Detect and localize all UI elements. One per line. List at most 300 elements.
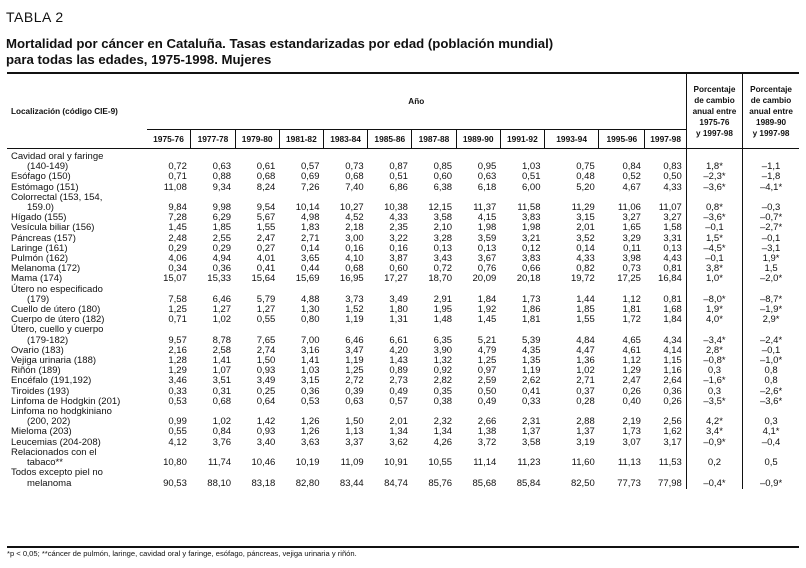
pct-change-1989-cell: –0,9* bbox=[743, 468, 799, 488]
rate-cell: 6,61 bbox=[389, 334, 408, 346]
rate-cell: 1,44 bbox=[576, 293, 595, 305]
rate-cell: 1,55 bbox=[576, 314, 595, 326]
rate-cell: 0,14 bbox=[300, 242, 320, 254]
rate-cell: 1,12 bbox=[622, 293, 641, 305]
rate-cell: 1,85 bbox=[212, 222, 232, 234]
rate-cell: 2,35 bbox=[389, 222, 408, 234]
rate-cell: 9,84 bbox=[168, 202, 187, 214]
rate-cell: 3,40 bbox=[256, 436, 276, 448]
row-label: Todos excepto piel no melanoma bbox=[11, 467, 103, 489]
rate-cell: 3,43 bbox=[433, 253, 453, 265]
rate-cell: 3,76 bbox=[212, 436, 232, 448]
pct-change-1975-cell: 4,0* bbox=[686, 315, 742, 325]
rate-cell: 11,07 bbox=[658, 202, 682, 214]
rate-cell: 2,64 bbox=[663, 375, 682, 387]
year-header: 1985-86 bbox=[368, 129, 412, 148]
pct-change-1975-cell: –0,9* bbox=[686, 438, 742, 448]
pct-change-1975-cell: –1,6* bbox=[686, 376, 742, 386]
rate-cell: 0,33 bbox=[522, 395, 541, 407]
rate-cell: 2,01 bbox=[576, 222, 595, 234]
rate-cell: 2,82 bbox=[433, 375, 453, 387]
rate-cell: 0,50 bbox=[477, 385, 497, 397]
rate-cell: 0,71 bbox=[168, 314, 187, 326]
pct-change-1975-header bbox=[686, 74, 742, 149]
rate-cell: 84,74 bbox=[384, 477, 408, 489]
year-header: 1995-96 bbox=[599, 129, 645, 148]
rate-cell: 1,02 bbox=[212, 314, 232, 326]
rate-cell: 10,14 bbox=[295, 202, 320, 214]
pct-change-1989-cell: –0,1 bbox=[743, 234, 799, 244]
rate-cell: 2,18 bbox=[345, 222, 364, 234]
rate-cell: 0,14 bbox=[576, 242, 595, 254]
pct-change-1989-cell: –2,7* bbox=[743, 223, 799, 233]
pct-change-1975-cell: –0,4* bbox=[686, 468, 742, 488]
rate-cell: 15,07 bbox=[163, 273, 187, 285]
rate-cell: 0,13 bbox=[477, 242, 497, 254]
rate-cell: 4,33 bbox=[389, 212, 408, 224]
rate-cell: 0,57 bbox=[300, 161, 320, 173]
rate-cell: 4,15 bbox=[477, 212, 497, 224]
pct-header-line: 1989-90 bbox=[756, 117, 787, 127]
rate-cell: 0,84 bbox=[212, 426, 232, 438]
rate-cell: 16,84 bbox=[658, 273, 682, 285]
rate-cell: 3,87 bbox=[389, 253, 408, 265]
table-row bbox=[7, 407, 799, 427]
rate-cell: 0,80 bbox=[300, 314, 320, 326]
rate-cell: 0,39 bbox=[345, 385, 364, 397]
rate-cell: 11,13 bbox=[617, 457, 641, 469]
row-label: Cavidad oral y faringe (140-149) bbox=[11, 151, 104, 173]
row-label: Mama (174) bbox=[11, 273, 63, 285]
rate-cell: 6,86 bbox=[389, 181, 408, 193]
rate-cell: 10,46 bbox=[251, 457, 276, 469]
rate-cell: 3,58 bbox=[433, 212, 453, 224]
rate-cell: 1,50 bbox=[345, 416, 364, 428]
rate-cell: 6,00 bbox=[522, 181, 541, 193]
rate-cell: 11,29 bbox=[571, 202, 595, 214]
rate-cell: 4,20 bbox=[389, 344, 408, 356]
rate-cell: 3,28 bbox=[433, 232, 453, 244]
rate-cell: 0,41 bbox=[256, 263, 276, 275]
rate-cell: 3,51 bbox=[212, 375, 232, 387]
rate-cell: 3,83 bbox=[522, 212, 541, 224]
rate-cell: 2,32 bbox=[433, 416, 453, 428]
rate-cell: 9,98 bbox=[212, 202, 232, 214]
row-label: Ovario (183) bbox=[11, 344, 64, 356]
row-label: Leucemias (204-208) bbox=[11, 436, 101, 448]
rate-cell: 0,92 bbox=[433, 365, 453, 377]
rate-cell: 4,14 bbox=[663, 344, 682, 356]
row-label: Estómago (151) bbox=[11, 181, 79, 193]
row-label: Mieloma (203) bbox=[11, 426, 72, 438]
rate-cell: 0,66 bbox=[522, 263, 541, 275]
rate-cell: 8,78 bbox=[212, 334, 232, 346]
pct-change-1989-cell: –1,1 bbox=[743, 149, 799, 173]
rate-cell: 4,12 bbox=[168, 436, 187, 448]
rate-cell: 0,49 bbox=[389, 385, 408, 397]
rate-cell: 0,31 bbox=[212, 385, 232, 397]
table-label: TABLA 2 bbox=[6, 9, 64, 25]
rate-cell: 4,34 bbox=[663, 334, 682, 346]
rate-cell: 0,26 bbox=[622, 385, 641, 397]
rate-cell: 85,84 bbox=[516, 477, 541, 489]
row-label: Útero no especificado (179) bbox=[11, 283, 103, 305]
rate-cell: 0,68 bbox=[345, 171, 364, 183]
pct-change-1975-cell: 0,2 bbox=[686, 448, 742, 468]
rate-cell: 3,16 bbox=[300, 344, 320, 356]
rate-cell: 4,26 bbox=[433, 436, 453, 448]
rate-cell: 83,44 bbox=[339, 477, 364, 489]
rate-cell: 0,49 bbox=[477, 395, 497, 407]
rate-cell: 1,62 bbox=[663, 426, 682, 438]
rate-cell: 1,19 bbox=[522, 365, 541, 377]
pct-change-1975-cell: 1,0* bbox=[686, 274, 742, 284]
rate-cell: 4,01 bbox=[256, 253, 276, 265]
rate-cell: 2,01 bbox=[389, 416, 408, 428]
pct-change-1975-cell: –8,0* bbox=[686, 285, 742, 305]
rate-cell: 1,41 bbox=[300, 355, 320, 367]
rate-cell: 4,10 bbox=[345, 253, 364, 265]
rate-cell: 19,72 bbox=[570, 273, 595, 285]
table-row bbox=[7, 193, 799, 213]
rate-cell: 3,15 bbox=[576, 212, 595, 224]
row-label: Linfoma no hodgkiniano (200, 202) bbox=[11, 406, 112, 428]
rate-cell: 77,73 bbox=[617, 477, 641, 489]
rate-cell: 1,26 bbox=[300, 416, 320, 428]
pct-change-1975-cell: –4,5* bbox=[686, 244, 742, 254]
rate-cell: 2,47 bbox=[622, 375, 641, 387]
pct-header-line: de cambio bbox=[694, 95, 735, 105]
row-label: Relacionados con el tabaco** bbox=[11, 446, 97, 469]
table-row bbox=[7, 274, 799, 284]
rate-cell: 1,73 bbox=[522, 293, 541, 305]
rate-cell: 6,46 bbox=[212, 293, 232, 305]
rate-cell: 1,25 bbox=[477, 355, 497, 367]
pct-change-1989-cell: –3,1 bbox=[743, 244, 799, 254]
rate-cell: 0,26 bbox=[663, 395, 682, 407]
rate-cell: 1,81 bbox=[522, 314, 541, 326]
pct-header-line: Porcentaje bbox=[750, 84, 792, 94]
pct-change-1975-cell: 0,3 bbox=[686, 387, 742, 397]
table-row bbox=[7, 468, 799, 488]
rate-cell: 2,62 bbox=[522, 375, 541, 387]
pct-change-1989-cell: –1,8 bbox=[743, 172, 799, 182]
rate-cell: 5,79 bbox=[256, 293, 276, 305]
rate-cell: 3,17 bbox=[663, 436, 682, 448]
rate-cell: 9,34 bbox=[212, 181, 232, 193]
rate-cell: 3,90 bbox=[433, 344, 453, 356]
rate-cell: 2,59 bbox=[477, 375, 497, 387]
pct-header-line: de cambio bbox=[750, 95, 792, 105]
rate-cell: 1,19 bbox=[345, 355, 364, 367]
rate-cell: 7,00 bbox=[300, 334, 320, 346]
rate-cell: 0,87 bbox=[389, 161, 408, 173]
rate-cell: 1,34 bbox=[389, 426, 408, 438]
rate-cell: 0,75 bbox=[576, 161, 595, 173]
rate-cell: 1,31 bbox=[389, 314, 408, 326]
rate-cell: 0,99 bbox=[168, 416, 187, 428]
rate-cell: 5,21 bbox=[477, 334, 497, 346]
row-label: Laringe (161) bbox=[11, 242, 68, 254]
rate-cell: 3,29 bbox=[622, 232, 641, 244]
rate-cell: 11,74 bbox=[208, 457, 232, 469]
rate-cell: 0,37 bbox=[576, 385, 595, 397]
rate-cell: 1,45 bbox=[168, 222, 187, 234]
rate-cell: 1,13 bbox=[345, 426, 364, 438]
rate-cell: 1,27 bbox=[212, 304, 232, 316]
rate-cell: 4,65 bbox=[622, 334, 641, 346]
rate-cell: 1,83 bbox=[300, 222, 320, 234]
rate-cell: 4,43 bbox=[663, 253, 682, 265]
rate-cell: 17,25 bbox=[617, 273, 641, 285]
rate-cell: 2,72 bbox=[345, 375, 364, 387]
row-label: Tiroides (193) bbox=[11, 385, 70, 397]
pct-change-1989-cell: 1,9* bbox=[743, 254, 799, 264]
rate-cell: 1,98 bbox=[522, 222, 541, 234]
rate-cell: 9,57 bbox=[168, 334, 187, 346]
rate-cell: 0,73 bbox=[345, 161, 364, 173]
rate-cell: 0,71 bbox=[168, 171, 187, 183]
rate-cell: 2,10 bbox=[433, 222, 453, 234]
rate-cell: 2,71 bbox=[300, 232, 320, 244]
rate-cell: 3,49 bbox=[256, 375, 276, 387]
year-header: 1979-80 bbox=[235, 129, 279, 148]
rate-cell: 6,29 bbox=[212, 212, 232, 224]
rate-cell: 0,89 bbox=[389, 365, 408, 377]
pct-change-1975-cell: –3,6* bbox=[686, 213, 742, 223]
rate-cell: 4,88 bbox=[300, 293, 320, 305]
rate-cell: 1,32 bbox=[433, 355, 453, 367]
rate-cell: 1,72 bbox=[622, 314, 641, 326]
year-header: 1993-94 bbox=[545, 129, 599, 148]
pct-change-1975-cell: –0,1 bbox=[686, 223, 742, 233]
rate-cell: 3,19 bbox=[576, 436, 595, 448]
rate-cell: 0,84 bbox=[622, 161, 641, 173]
pct-change-1989-cell: –0,1 bbox=[743, 346, 799, 356]
rate-cell: 0,81 bbox=[663, 263, 682, 275]
rate-cell: 1,34 bbox=[433, 426, 453, 438]
row-label: Páncreas (157) bbox=[11, 232, 76, 244]
rate-cell: 82,50 bbox=[570, 477, 595, 489]
rate-cell: 0,81 bbox=[663, 293, 682, 305]
year-header: 1989-90 bbox=[456, 129, 500, 148]
rate-cell: 0,13 bbox=[663, 242, 682, 254]
rate-cell: 88,10 bbox=[207, 477, 232, 489]
rate-cell: 6,46 bbox=[345, 334, 364, 346]
year-header: 1977-78 bbox=[191, 129, 235, 148]
rate-cell: 1,37 bbox=[576, 426, 595, 438]
rate-cell: 1,52 bbox=[345, 304, 364, 316]
rate-cell: 15,64 bbox=[251, 273, 276, 285]
rate-cell: 3,65 bbox=[300, 253, 320, 265]
pct-change-1975-cell: –0,8* bbox=[686, 356, 742, 366]
pct-header-line: anual entre bbox=[749, 106, 793, 116]
rate-cell: 11,09 bbox=[340, 457, 364, 469]
pct-change-1975-cell: 1,5* bbox=[686, 234, 742, 244]
rate-cell: 0,38 bbox=[433, 395, 453, 407]
pct-change-1989-header bbox=[743, 74, 799, 149]
rate-cell: 11,23 bbox=[517, 457, 541, 469]
rate-cell: 90,53 bbox=[163, 477, 187, 489]
rate-cell: 0,16 bbox=[345, 242, 364, 254]
rate-cell: 1,02 bbox=[212, 416, 232, 428]
rate-cell: 0,83 bbox=[663, 161, 682, 173]
rate-cell: 0,60 bbox=[433, 171, 453, 183]
table-row bbox=[7, 325, 799, 345]
rate-cell: 3,52 bbox=[576, 232, 595, 244]
rate-cell: 0,64 bbox=[256, 395, 276, 407]
year-header: 1997-98 bbox=[645, 129, 686, 148]
rate-cell: 4,79 bbox=[477, 344, 497, 356]
pct-change-1989-cell: 4,1* bbox=[743, 427, 799, 437]
rate-cell: 4,47 bbox=[576, 344, 595, 356]
table-row bbox=[7, 149, 799, 173]
rate-cell: 3,00 bbox=[345, 232, 364, 244]
rate-cell: 1,55 bbox=[256, 222, 276, 234]
rate-cell: 4,67 bbox=[622, 181, 641, 193]
rate-cell: 0,51 bbox=[522, 171, 541, 183]
rate-cell: 1,58 bbox=[663, 222, 682, 234]
rate-cell: 0,12 bbox=[522, 242, 541, 254]
rate-cell: 3,22 bbox=[389, 232, 408, 244]
table-row bbox=[7, 315, 799, 325]
table-row bbox=[7, 397, 799, 407]
rate-cell: 0,72 bbox=[168, 161, 187, 173]
rate-cell: 0,69 bbox=[300, 171, 320, 183]
rate-cell: 1,98 bbox=[477, 222, 497, 234]
year-header: 1983-84 bbox=[323, 129, 367, 148]
year-header: 1975-76 bbox=[147, 129, 191, 148]
rate-cell: 2,56 bbox=[663, 416, 682, 428]
pct-header-line: y 1997-98 bbox=[696, 128, 733, 138]
rate-cell: 10,27 bbox=[339, 202, 364, 214]
rate-cell: 3,27 bbox=[622, 212, 641, 224]
rate-cell: 11,08 bbox=[163, 181, 187, 193]
rate-cell: 2,47 bbox=[256, 232, 276, 244]
row-label: Encéfalo (191,192) bbox=[11, 375, 92, 387]
rate-cell: 0,57 bbox=[389, 395, 408, 407]
rate-cell: 0,55 bbox=[256, 314, 276, 326]
rate-cell: 4,06 bbox=[168, 253, 187, 265]
mortality-table bbox=[7, 74, 799, 489]
rate-cell: 3,31 bbox=[663, 232, 682, 244]
rate-cell: 0,51 bbox=[389, 171, 408, 183]
pct-change-1975-cell: –0,1 bbox=[686, 254, 742, 264]
row-label: Vesícula biliar (156) bbox=[11, 222, 95, 234]
row-label: Cuello de útero (180) bbox=[11, 304, 101, 316]
row-label: Vejiga urinaria (188) bbox=[11, 355, 97, 367]
pct-header-line: anual entre bbox=[692, 106, 737, 116]
rate-cell: 1,07 bbox=[212, 365, 232, 377]
pct-change-1989-cell: 2,9* bbox=[743, 315, 799, 325]
rate-cell: 1,27 bbox=[256, 304, 276, 316]
pct-change-1975-cell: 0,8* bbox=[686, 193, 742, 213]
rate-cell: 0,52 bbox=[622, 171, 641, 183]
rate-cell: 10,19 bbox=[295, 457, 320, 469]
pct-change-1975-cell: –3,4* bbox=[686, 325, 742, 345]
rate-cell: 1,16 bbox=[663, 365, 682, 377]
location-header: Localización (código CIE-9) bbox=[7, 74, 147, 149]
rate-cell: 17,27 bbox=[384, 273, 408, 285]
rate-cell: 3,21 bbox=[522, 232, 541, 244]
rate-cell: 0,53 bbox=[300, 395, 320, 407]
row-label: Riñón (189) bbox=[11, 365, 61, 377]
rate-cell: 1,41 bbox=[212, 355, 232, 367]
rate-cell: 1,81 bbox=[622, 304, 641, 316]
rate-cell: 7,40 bbox=[345, 181, 364, 193]
rate-cell: 0,82 bbox=[576, 263, 595, 275]
rate-cell: 1,35 bbox=[522, 355, 541, 367]
rate-cell: 0,63 bbox=[345, 395, 364, 407]
rate-cell: 1,28 bbox=[168, 355, 187, 367]
rate-cell: 3,67 bbox=[477, 253, 497, 265]
rate-cell: 0,29 bbox=[212, 242, 232, 254]
rate-cell: 10,38 bbox=[384, 202, 408, 214]
rate-cell: 0,28 bbox=[576, 395, 595, 407]
pct-header-line: Porcentaje bbox=[693, 84, 736, 94]
rate-cell: 4,94 bbox=[212, 253, 232, 265]
rate-cell: 77,98 bbox=[658, 477, 682, 489]
rate-cell: 0,36 bbox=[663, 385, 682, 397]
pct-change-1975-cell: 1,8* bbox=[686, 149, 742, 173]
row-label: Útero, cuello y cuerpo (179-182) bbox=[11, 324, 104, 346]
pct-change-1989-cell: –2,4* bbox=[743, 325, 799, 345]
rate-cell: 4,52 bbox=[345, 212, 364, 224]
footnote: *p < 0,05; **cáncer de pulmón, laringe, cavidad oral y faringe, esófago, páncreas, vejiga urinaria y riñón. bbox=[7, 549, 357, 558]
pct-change-1989-cell: –0,3 bbox=[743, 193, 799, 213]
rate-cell: 15,33 bbox=[207, 273, 232, 285]
rate-cell: 8,24 bbox=[256, 181, 276, 193]
rate-cell: 1,03 bbox=[522, 161, 541, 173]
rate-cell: 2,55 bbox=[212, 232, 232, 244]
rate-cell: 6,38 bbox=[433, 181, 453, 193]
pct-change-1989-cell: –8,7* bbox=[743, 285, 799, 305]
rate-cell: 0,63 bbox=[477, 171, 497, 183]
rate-cell: 4,98 bbox=[300, 212, 320, 224]
rate-cell: 0,40 bbox=[622, 395, 641, 407]
bottom-rule bbox=[7, 546, 799, 548]
row-label: Melanoma (172) bbox=[11, 263, 81, 275]
rate-cell: 5,20 bbox=[576, 181, 595, 193]
rate-cell: 0,16 bbox=[389, 242, 408, 254]
rate-cell: 0,93 bbox=[256, 365, 276, 377]
rate-cell: 7,58 bbox=[168, 293, 187, 305]
rate-cell: 11,06 bbox=[617, 202, 641, 214]
pct-change-1989-cell: 0,5 bbox=[743, 448, 799, 468]
pct-header-line: y 1997-98 bbox=[752, 128, 790, 138]
pct-change-1975-cell: 2,8* bbox=[686, 346, 742, 356]
rate-cell: 1,48 bbox=[433, 314, 453, 326]
year-group-header: Año bbox=[408, 96, 425, 106]
rate-cell: 0,41 bbox=[522, 385, 541, 397]
rate-cell: 0,85 bbox=[433, 161, 453, 173]
rate-cell: 5,39 bbox=[522, 334, 541, 346]
rate-cell: 10,91 bbox=[384, 457, 408, 469]
rate-cell: 0,34 bbox=[168, 263, 187, 275]
rate-cell: 5,67 bbox=[256, 212, 276, 224]
year-header: 1981-82 bbox=[279, 129, 323, 148]
rate-cell: 3,49 bbox=[389, 293, 408, 305]
rate-cell: 0,60 bbox=[389, 263, 408, 275]
rate-cell: 1,84 bbox=[477, 293, 497, 305]
rate-cell: 10,55 bbox=[428, 457, 453, 469]
pct-change-1989-cell: –0,4 bbox=[743, 438, 799, 448]
pct-change-1975-cell: 4,2* bbox=[686, 407, 742, 427]
rate-cell: 1,92 bbox=[477, 304, 497, 316]
rate-cell: 1,36 bbox=[576, 355, 595, 367]
rate-cell: 20,18 bbox=[516, 273, 541, 285]
rate-cell: 0,48 bbox=[576, 171, 595, 183]
